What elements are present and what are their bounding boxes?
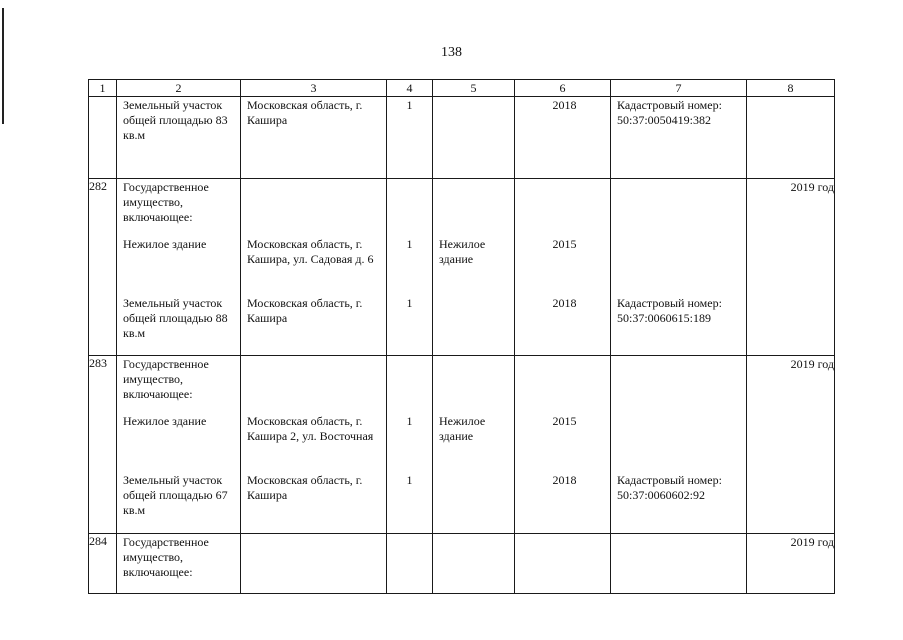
planned-year-cell [747, 97, 835, 179]
item-quantity: 1 [406, 98, 413, 112]
column-header: 6 [515, 80, 611, 97]
row-number-cell: 284 [89, 534, 117, 594]
planned-year-cell: 2019 год [747, 356, 835, 534]
column-header: 8 [747, 80, 835, 97]
column-header: 4 [387, 80, 433, 97]
item-name: Земельный участок общей площадью 67 кв.м [123, 473, 228, 517]
item-address: Московская область, г. Кашира [247, 296, 363, 325]
row-number-cell [89, 97, 117, 179]
item-year: 2018 [552, 473, 577, 487]
year-cell [515, 179, 611, 356]
item-name: Земельный участок общей площадью 83 кв.м [123, 98, 228, 142]
group-title: Государственное имущество, включающее: [123, 535, 209, 579]
table-row [89, 356, 835, 534]
purpose-cell [433, 534, 515, 594]
table-row [89, 97, 835, 179]
item-purpose: Нежилое здание [439, 414, 486, 443]
quantity-cell [387, 356, 433, 534]
quantity-cell [387, 97, 433, 179]
item-cadastral [611, 237, 746, 296]
item-quantity: 1 [406, 296, 413, 310]
item-year: 2015 [552, 237, 577, 251]
item-purpose: Нежилое здание [439, 237, 486, 266]
group-title: Государственное имущество, включающее: [123, 357, 209, 401]
table-row [89, 534, 835, 594]
item-address: Московская область, г. Кашира 2, ул. Восточная [247, 414, 374, 443]
page-number: 138 [441, 45, 462, 60]
item-quantity: 1 [406, 414, 413, 428]
purpose-cell [433, 179, 515, 356]
item-address: Московская область, г. Кашира [247, 473, 363, 502]
column-header: 5 [433, 80, 515, 97]
column-header: 3 [241, 80, 387, 97]
item-name-cell [117, 97, 241, 179]
cadastral-cell [611, 179, 747, 356]
address-cell [241, 179, 387, 356]
item-quantity: 1 [406, 237, 413, 251]
row-number-cell: 283 [89, 356, 117, 534]
item-cadastral: Кадастровый номер: 50:37:0050419:382 [617, 98, 722, 127]
quantity-cell [387, 179, 433, 356]
planned-year-cell: 2019 год [747, 534, 835, 594]
cadastral-cell [611, 97, 747, 179]
year-cell [515, 97, 611, 179]
purpose-cell [433, 97, 515, 179]
cadastral-cell [611, 534, 747, 594]
item-name: Нежилое здание [123, 237, 207, 251]
quantity-cell [387, 534, 433, 594]
item-name-cell [117, 534, 241, 594]
table-row [89, 179, 835, 356]
item-name: Нежилое здание [123, 414, 207, 428]
column-header: 7 [611, 80, 747, 97]
year-cell [515, 356, 611, 534]
item-name-cell [117, 356, 241, 534]
address-cell [241, 356, 387, 534]
item-year: 2018 [552, 98, 577, 112]
left-margin-rule [2, 8, 4, 124]
address-cell [241, 97, 387, 179]
address-cell [241, 534, 387, 594]
item-cadastral: Кадастровый номер: 50:37:0060602:92 [617, 473, 722, 502]
property-register-table [88, 79, 835, 594]
column-header: 1 [89, 80, 117, 97]
group-title: Государственное имущество, включающее: [123, 180, 209, 224]
row-number-cell: 282 [89, 179, 117, 356]
item-name: Земельный участок общей площадью 88 кв.м [123, 296, 228, 340]
item-quantity: 1 [406, 473, 413, 487]
item-address: Московская область, г. Кашира [247, 98, 363, 127]
planned-year-cell: 2019 год [747, 179, 835, 356]
item-year: 2018 [552, 296, 577, 310]
item-cadastral [611, 414, 746, 473]
column-number-header-row [89, 80, 835, 97]
column-header: 2 [117, 80, 241, 97]
year-cell [515, 534, 611, 594]
item-year: 2015 [552, 414, 577, 428]
item-cadastral: Кадастровый номер: 50:37:0060615:189 [617, 296, 722, 325]
item-name-cell [117, 179, 241, 356]
purpose-cell [433, 356, 515, 534]
cadastral-cell [611, 356, 747, 534]
item-address: Московская область, г. Кашира, ул. Садовая д. 6 [247, 237, 374, 266]
